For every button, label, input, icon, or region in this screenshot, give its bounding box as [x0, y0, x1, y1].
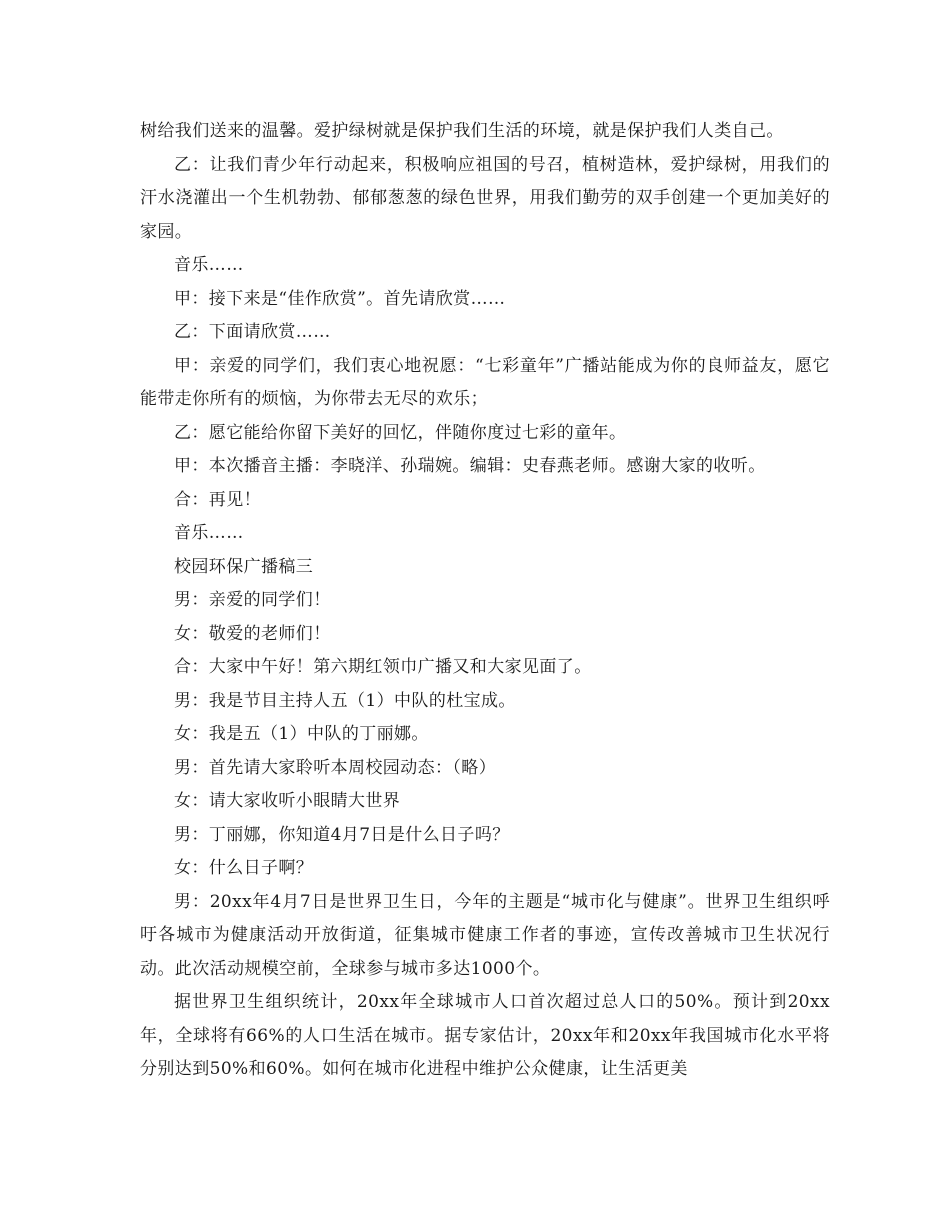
paragraph: 据世界卫生组织统计，20xx年全球城市人口首次超过总人口的50%。预计到20xx年，全球将有66%的人口生活在城市。据专家估计，20xx年和20xx年我国城市化水平将分别达到50%和60%。如何在城市化进程中维护公众健康，让生活更美 — [140, 992, 830, 1079]
paragraph: 合：大家中午好！第六期红领巾广播又和大家见面了。 — [174, 657, 592, 677]
paragraph: 音乐…… — [174, 255, 244, 275]
paragraph: 合：再见！ — [174, 489, 261, 510]
paragraph: 甲：接下来是“佳作欣赏”。首先请欣赏…… — [174, 288, 506, 309]
paragraph: 男：我是节目主持人五（1）中队的杜宝成。 — [174, 690, 516, 711]
paragraph: 甲：亲爱的同学们，我们衷心地祝愿：“七彩童年”广播站能成为你的良师益友，愿它能带走你所有的烦恼，为你带去无尽的欢乐； — [140, 355, 830, 409]
paragraph: 男：首先请大家聆听本周校园动态：（略） — [174, 757, 497, 778]
paragraph: 树给我们送来的温馨。爱护绿树就是保护我们生活的环境，就是保护我们人类自己。 — [140, 121, 784, 141]
paragraph: 女：我是五（1）中队的丁丽娜。 — [174, 724, 429, 744]
paragraph: 女：请大家收听小眼睛大世界 — [174, 791, 401, 811]
paragraph: 音乐…… — [174, 523, 244, 543]
paragraph: 乙：下面请欣赏…… — [174, 322, 331, 342]
paragraph: 男：丁丽娜，你知道4月7日是什么日子吗？ — [174, 824, 510, 845]
paragraph: 男：亲爱的同学们！ — [174, 590, 331, 610]
paragraph: 女：敬爱的老师们！ — [174, 623, 331, 644]
paragraph: 女：什么日子啊？ — [174, 858, 314, 878]
paragraph: 乙：愿它能给你留下美好的回忆，伴随你度过七彩的童年。 — [174, 422, 627, 443]
paragraph: 甲：本次播音主播：李晓洋、孙瑞婉。编辑：史春燕老师。感谢大家的收听。 — [174, 456, 766, 476]
section-heading: 校园环保广播稿三 — [174, 556, 314, 577]
paragraph: 男：20xx年4月7日是世界卫生日，今年的主题是“城市化与健康”。世界卫生组织呼吁各城市为健康活动开放街道，征集城市健康工作者的事迹，宣传改善城市卫生状况行动。此次活动规模空前，全球参与城市多达1000个。 — [140, 891, 830, 979]
paragraph: 乙：让我们青少年行动起来，积极响应祖国的号召，植树造林，爱护绿树，用我们的汗水浇灌出一个生机勃勃、郁郁葱葱的绿色世界，用我们勤劳的双手创建一个更加美好的家园。 — [140, 154, 830, 242]
document-body — [140, 115, 830, 1087]
